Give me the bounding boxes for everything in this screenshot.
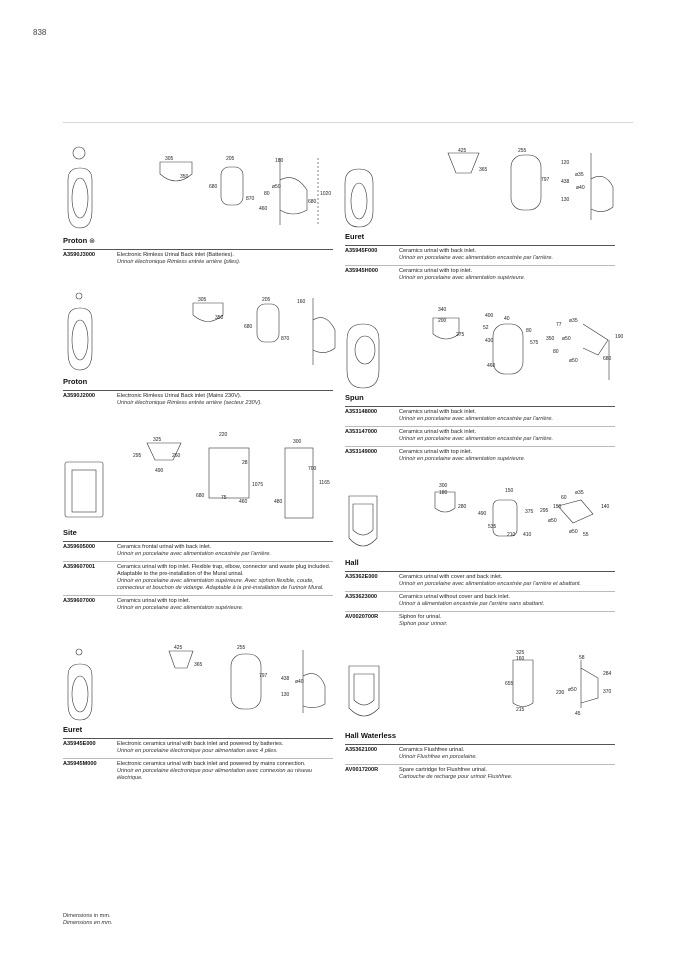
dim: 150 (505, 488, 514, 494)
dim: 365 (194, 662, 203, 668)
description-en: Ceramics urinal with back inlet. (399, 409, 477, 415)
description-fr: Urinoir en porcelaine avec alimentation encastrée par l'arrière. (399, 436, 554, 442)
dim: 480 (274, 499, 283, 505)
dim: ø50 (569, 358, 578, 364)
product-proton-mains (63, 377, 333, 410)
dim: 275 (456, 332, 465, 338)
product-code: A353149000 (345, 449, 378, 455)
product-table (63, 249, 333, 269)
description-en: Siphon for urinal. (399, 614, 442, 620)
dim: 180 (275, 158, 284, 164)
dim: 680 (244, 324, 253, 330)
table-row (63, 561, 333, 595)
description-fr: Urinoir en porcelaine électronique pour alimentation avec connexion au réseau électrique. (117, 768, 312, 781)
footer-fr: Dimensions en mm. (63, 920, 113, 926)
dim: 45 (575, 711, 581, 717)
product-euret (345, 232, 615, 285)
spun-drawing (343, 300, 623, 390)
dim: 52 (483, 325, 489, 331)
dim: 160 (516, 656, 525, 662)
description-en: Electronic Rimless Urinal Back inlet (Batteries). (117, 252, 234, 258)
dim: 80 (264, 191, 270, 197)
table-row (63, 595, 333, 615)
description-fr: Urinoir en porcelaine avec alimentation supérieure. (399, 275, 526, 281)
euret-electronic-drawing (63, 638, 343, 723)
dim: 425 (458, 148, 467, 154)
product-code: AV0020700R (345, 614, 379, 620)
table-row (345, 591, 615, 611)
top-divider (63, 122, 633, 123)
dim: 280 (458, 504, 467, 510)
dim: 1075 (252, 482, 264, 488)
dim: 40 (504, 316, 510, 322)
dim: 425 (174, 645, 183, 651)
description-en: Ceramics urinal with top inlet. (399, 268, 473, 274)
dim: 655 (505, 681, 514, 687)
product-code: A3590J3000 (63, 252, 96, 258)
proton-mains-drawing (63, 290, 343, 375)
product-code: A353623000 (345, 594, 378, 600)
product-code: A353148000 (345, 409, 378, 415)
dim: 350 (180, 174, 189, 180)
dim: 260 (172, 453, 181, 459)
dim: 55 (583, 532, 589, 538)
dim: ø40 (295, 679, 304, 685)
table-row (345, 245, 615, 265)
product-title: Site (63, 528, 77, 537)
dim: 438 (561, 179, 570, 185)
dim: 28 (242, 460, 248, 466)
dim: 210 (507, 532, 516, 538)
dim: 375 (525, 509, 534, 515)
description-en: Ceramics urinal with back inlet. (399, 248, 477, 254)
table-row (63, 758, 333, 785)
description-en: Electronic ceramics urinal with back inlet and powered by batteries. (117, 741, 284, 747)
dim: 80 (526, 328, 532, 334)
dim: 205 (262, 297, 271, 303)
dim: 160 (297, 299, 306, 305)
table-row (63, 249, 333, 269)
proton-battery-drawing (63, 140, 343, 235)
dim: ø50 (568, 687, 577, 693)
description-fr: Urinoir à alimentation encastrée par l'arrière sans abattant. (399, 601, 545, 607)
product-code: A3590J2000 (63, 393, 96, 399)
description-fr: Urinoir en porcelaine électronique pour alimentation avec 4 piles. (117, 748, 278, 754)
description-fr: Urinoir en porcelaine avec alimentation supérieure. (117, 605, 244, 611)
product-title: Euret (63, 725, 83, 734)
product-table (345, 571, 615, 631)
dim: 300 (439, 483, 448, 489)
dim: 205 (226, 156, 235, 162)
dim: 1165 (319, 480, 330, 486)
product-hall (345, 558, 615, 631)
dim: 490 (155, 468, 164, 474)
product-title: Proton (63, 377, 88, 386)
product-code: A35945F000 (345, 248, 378, 254)
table-row (345, 744, 615, 764)
dim: 460 (259, 206, 268, 212)
product-code: A359605000 (63, 544, 96, 550)
table-row (345, 406, 615, 426)
dim: ø35 (575, 490, 584, 496)
dim: 295 (133, 453, 142, 459)
table-row (345, 571, 615, 591)
dim: 200 (438, 318, 447, 324)
dim: 680 (196, 493, 205, 499)
dim: 75 (221, 495, 227, 501)
dim: 575 (530, 340, 539, 346)
dim: 130 (561, 197, 570, 203)
dim: 365 (479, 167, 488, 173)
description-fr: Urinoir en porcelaine avec alimentation supérieure. (399, 456, 526, 462)
product-table (63, 541, 333, 615)
dim: 120 (561, 160, 570, 166)
footer-note (63, 913, 112, 927)
product-title: Euret (345, 232, 365, 241)
dim: 350 (215, 315, 224, 321)
table-row (345, 426, 615, 446)
product-site (63, 528, 333, 615)
dim: ø50 (562, 336, 571, 342)
dim: 797 (259, 673, 268, 679)
description-fr: Urinoir Flushfree en porcelaine. (399, 754, 478, 760)
description-fr: Urinoir en porcelaine avec alimentation encastrée par l'arrière. (117, 551, 272, 557)
dim: ø35 (575, 172, 584, 178)
dim: 305 (165, 156, 174, 162)
dim: ø50 (569, 529, 578, 535)
description-fr: Urinoir en porcelaine avec alimentation supérieure. Avec siphon flexible, coude, connecteur et bouchon de vidange. Adaptable à la pré-installation de l'urinoir Mural. (117, 578, 324, 591)
product-spun (345, 393, 615, 466)
electronic-symbol-icon: ⊛ (89, 238, 96, 245)
product-title: Spun (345, 393, 364, 402)
table-row (345, 764, 615, 784)
product-euret-electronic (63, 725, 333, 785)
dim: 430 (485, 338, 494, 344)
dim: 325 (153, 437, 162, 443)
product-code: A35945M000 (63, 761, 97, 767)
dim: 700 (308, 466, 317, 472)
product-table (345, 744, 615, 784)
dim: 300 (293, 439, 302, 445)
dim: 1020 (320, 191, 332, 197)
product-code: A359607000 (63, 598, 96, 604)
product-title: Hall Waterless (345, 731, 396, 740)
dim: 215 (516, 707, 525, 713)
dim: 410 (523, 532, 532, 538)
product-code: AV0017200R (345, 767, 379, 773)
table-row (63, 390, 333, 410)
dim: 130 (281, 692, 290, 698)
description-fr: Urinoir électronique Rimless entrée arrière (secteur 230V). (117, 400, 262, 406)
product-table (345, 245, 615, 285)
product-code: A35362E000 (345, 574, 378, 580)
dim: ø40 (576, 185, 585, 191)
product-table (63, 390, 333, 410)
hall-waterless-drawing (343, 648, 623, 723)
dim: ø50 (548, 518, 557, 524)
product-code: A353147000 (345, 429, 378, 435)
dim: 255 (518, 148, 527, 154)
dim: 60 (561, 495, 567, 501)
description-en: Ceramics Flushfree urinal. (399, 747, 465, 753)
description-en: Ceramics urinal without cover and back inlet. (399, 594, 510, 600)
dim: 295 (540, 508, 549, 514)
product-code: A35945E000 (63, 741, 96, 747)
dim: 680 (308, 199, 317, 205)
dim: 680 (209, 184, 218, 190)
dim: 284 (603, 671, 612, 677)
dim: 340 (438, 307, 447, 313)
dim: 220 (219, 432, 228, 438)
dim: 438 (281, 676, 290, 682)
dim: ø35 (569, 318, 578, 324)
dim: 680 (603, 356, 612, 362)
description-en: Ceramics urinal with back inlet. (399, 429, 477, 435)
dim: 460 (239, 499, 248, 505)
dim: 797 (541, 177, 550, 183)
dim: 535 (488, 524, 497, 530)
table-row (63, 541, 333, 561)
dim: 180 (439, 490, 448, 496)
dim: 305 (198, 297, 207, 303)
product-code: A359607001 (63, 564, 96, 570)
description-fr: Urinoir en porcelaine avec alimentation encastrée par l'arrière. (399, 255, 554, 261)
description-en: Electronic ceramics urinal with back inlet and powered by mains connection. (117, 761, 306, 767)
site-drawing (63, 430, 343, 525)
dim: 400 (485, 313, 494, 319)
table-row (345, 446, 615, 466)
description-en: Electronic Rimless Urinal Back inlet (Mains 230V). (117, 393, 242, 399)
product-title: Hall (345, 558, 359, 567)
dim: 350 (546, 336, 555, 342)
description-fr: Urinoir électronique Rimless entrée arrière (piles). (117, 259, 241, 265)
description-en: Ceramics urinal with top inlet. Flexible trap, elbow, connector and waste plug included. Adaptable to the pre-installation of the Mural urinal. (117, 564, 331, 577)
table-row (345, 611, 615, 631)
description-fr: Siphon pour urinoir. (399, 621, 448, 627)
description-en: Ceramics urinal with top inlet. (117, 598, 191, 604)
description-en: Ceramics urinal with top inlet. (399, 449, 473, 455)
page-number: 838 (33, 28, 47, 37)
dim: 870 (281, 336, 290, 342)
product-code: A353621000 (345, 747, 378, 753)
description-en: Ceramics frontal urinal with back inlet. (117, 544, 212, 550)
euret-drawing (343, 145, 623, 230)
description-en: Spare cartridge for Flushfree urinal. (399, 767, 487, 773)
dim: 80 (553, 349, 559, 355)
dim: 77 (556, 322, 562, 328)
dim: ø50 (272, 184, 281, 190)
product-proton-battery (63, 236, 333, 269)
dim: 58 (579, 655, 585, 661)
dim: 255 (237, 645, 246, 651)
product-table (345, 406, 615, 466)
hall-drawing (343, 478, 623, 558)
dim: 370 (603, 689, 612, 695)
description-fr: Urinoir en porcelaine avec alimentation encastrée par l'arrière et abattant. (399, 581, 582, 587)
product-table (63, 738, 333, 785)
dim: 230 (556, 690, 565, 696)
dim: 490 (478, 511, 487, 517)
dim: 460 (487, 363, 496, 369)
description-en: Ceramics urinal with cover and back inlet. (399, 574, 503, 580)
description-fr: Urinoir en porcelaine avec alimentation encastrée par l'arrière. (399, 416, 554, 422)
dim: 150 (553, 504, 562, 510)
dim: 190 (615, 334, 623, 340)
footer-en: Dimensions in mm. (63, 913, 111, 919)
table-row (63, 738, 333, 758)
product-title: Proton (63, 236, 88, 245)
product-hall-waterless (345, 731, 615, 784)
dim: 870 (246, 196, 255, 202)
dim: 325 (516, 650, 525, 656)
dim: 140 (601, 504, 610, 510)
table-row (345, 265, 615, 285)
product-code: A35945H000 (345, 268, 378, 274)
description-fr: Cartouche de recharge pour urinoir Flushfree. (399, 774, 513, 780)
